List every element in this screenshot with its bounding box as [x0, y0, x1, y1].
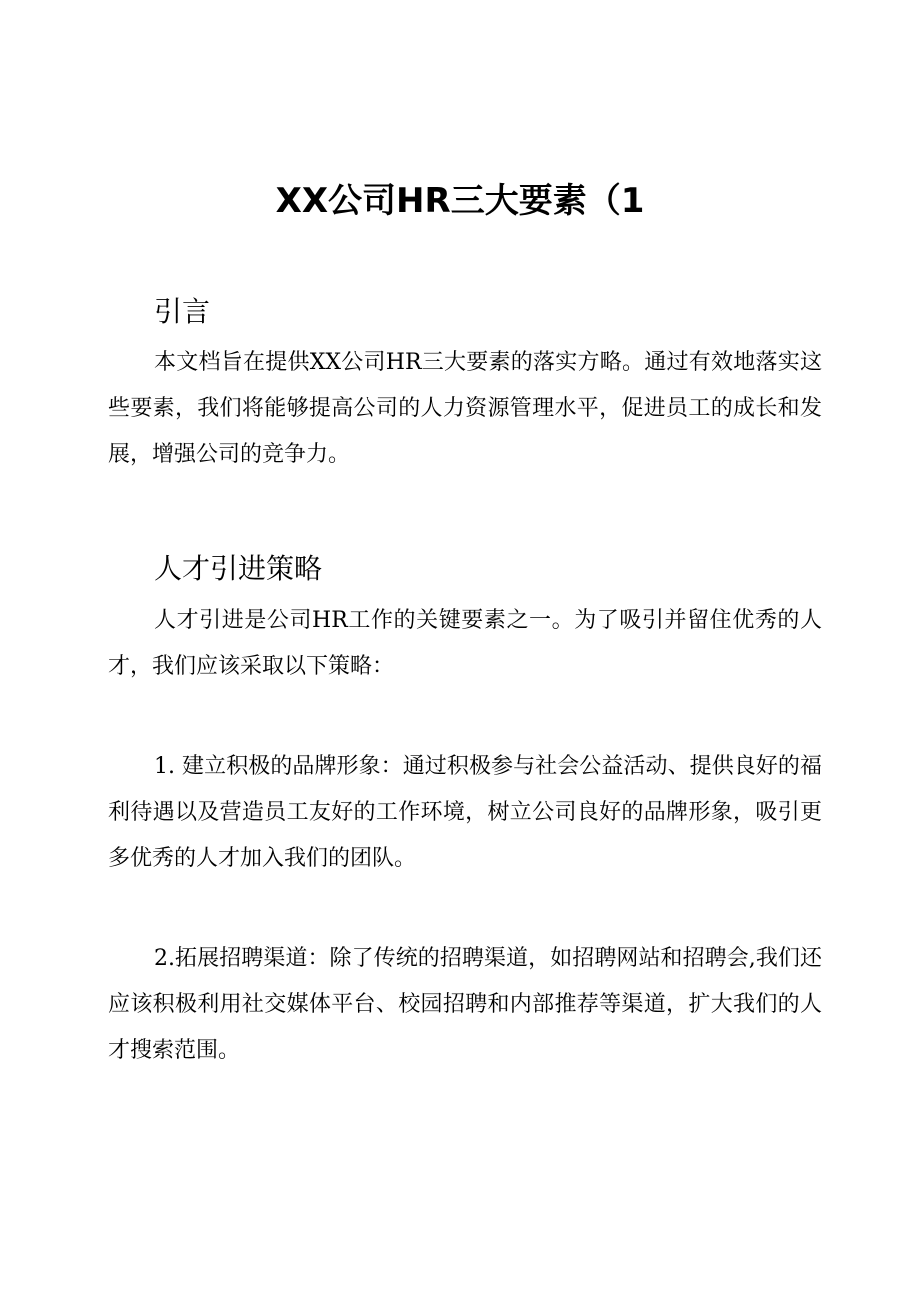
section-heading-talent-strategy: 人才引进策略 — [154, 552, 323, 585]
document-title: XX公司HR三大要素（1 — [275, 181, 645, 221]
section-heading-introduction: 引言 — [154, 295, 211, 328]
list-item-brand-image: 1. 建立积极的品牌形象：通过积极参与社会公益活动、提供良好的福利待遇以及营造员工友好的工作环境，树立公司良好的品牌形象，吸引更多优秀的人才加入我们的团队。 — [108, 754, 822, 871]
list-item-recruitment-channels: 2.拓展招聘渠道：除了传统的招聘渠道，如招聘网站和招聘会,我们还应该积极利用社交媒体平台、校园招聘和内部推荐等渠道，扩大我们的人才搜索范围。 — [108, 946, 822, 1063]
paragraph-introduction: 本文档旨在提供XX公司HR三大要素的落实方略。通过有效地落实这些要素，我们将能够提高公司的人力资源管理水平，促进员工的成长和发展，增强公司的竞争力。 — [108, 350, 822, 467]
paragraph-talent-intro: 人才引进是公司HR工作的关键要素之一。为了吸引并留住优秀的人才，我们应该采取以下策略： — [108, 608, 822, 679]
